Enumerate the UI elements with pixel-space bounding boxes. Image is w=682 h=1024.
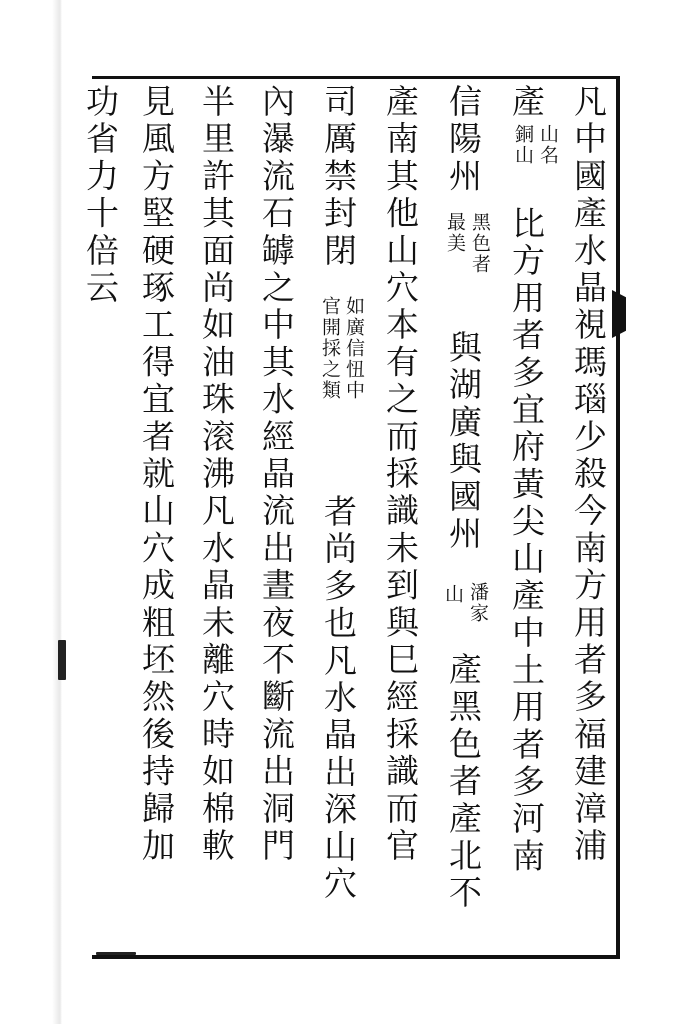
column-1-text: 凡中國產水晶視瑪瑙少殺今南方用者多福建漳浦 bbox=[569, 84, 608, 866]
bottom-border-line bbox=[92, 955, 620, 959]
text-column-1 bbox=[568, 84, 608, 865]
text-column-5 bbox=[318, 84, 358, 270]
top-border-line bbox=[92, 76, 620, 79]
text-column-9 bbox=[80, 84, 120, 307]
text-column-6 bbox=[256, 84, 296, 865]
page-gutter-shadow bbox=[0, 0, 62, 1024]
column-5-note-b: 官開採之類 bbox=[319, 296, 341, 401]
ink-speck bbox=[96, 952, 136, 955]
column-7-text: 半里許其面尚如油珠滚沸凡水晶未離穴時如棉軟 bbox=[197, 84, 236, 866]
right-border-line bbox=[616, 76, 620, 959]
text-column-8 bbox=[136, 84, 176, 865]
column-3-note-d: 山 bbox=[442, 584, 464, 605]
column-3-mid-text: 與湖廣與國州 bbox=[444, 330, 483, 554]
column-3-head: 信陽州 bbox=[444, 84, 483, 196]
column-8-text: 見風方堅硬琢工得宜者就山穴成粗坯然後持歸加 bbox=[137, 84, 176, 866]
column-5-note-a: 如廣信忸中 bbox=[343, 296, 365, 401]
ink-speck bbox=[58, 640, 66, 680]
column-5-head: 司厲禁封閉 bbox=[319, 84, 358, 270]
text-column-2-rest bbox=[506, 206, 546, 876]
column-2-note-b: 銅山 bbox=[512, 124, 534, 166]
column-6-text: 內瀑流石罅之中其水經晶流出晝夜不斷流出洞門 bbox=[257, 84, 296, 866]
fold-mark bbox=[612, 290, 626, 338]
text-column-2 bbox=[506, 84, 546, 121]
column-5-tail-text: 者尚多也凡水晶出深山穴 bbox=[319, 494, 358, 904]
column-3-note-a: 黑色者 bbox=[469, 212, 491, 275]
text-column-7 bbox=[196, 84, 236, 865]
text-column-4 bbox=[380, 84, 420, 865]
column-2-note-a: 山名 bbox=[537, 124, 559, 166]
column-2-head: 產 bbox=[507, 84, 546, 122]
column-3-tail-text: 產黑色者產北不 bbox=[444, 652, 483, 913]
text-column-3-tail bbox=[443, 652, 483, 912]
column-3-note-b: 最美 bbox=[444, 212, 466, 254]
column-4-text: 產南其他山穴本有之而採識未到與巳經採識而官 bbox=[381, 84, 420, 866]
column-9-text: 功省力十倍云 bbox=[81, 84, 120, 308]
text-column-3-mid bbox=[443, 330, 483, 553]
column-2-body: 比方用者多宜府黃尖山產中土用者多河南 bbox=[507, 206, 546, 876]
text-column-3 bbox=[443, 84, 483, 196]
column-3-note-c: 潘家 bbox=[467, 582, 489, 624]
text-column-5-tail bbox=[318, 494, 358, 903]
